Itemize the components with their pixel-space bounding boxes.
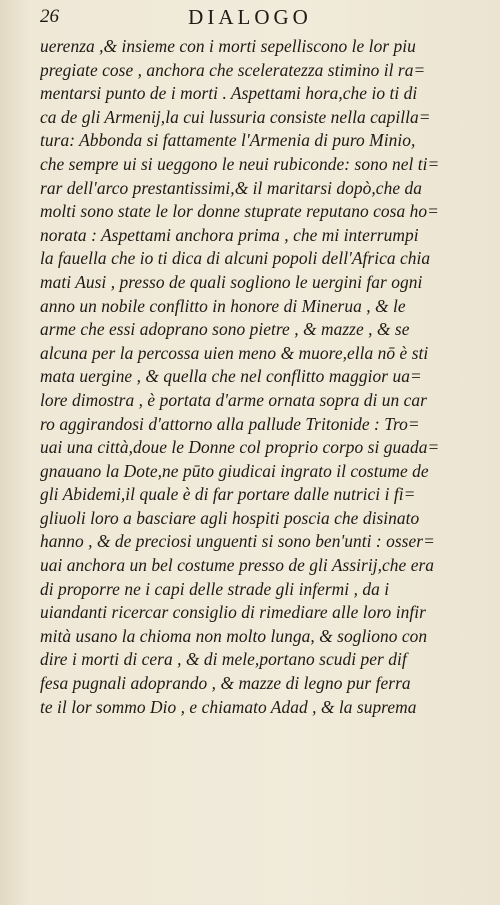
text-line: ro aggirandosi d'attorno alla pallude Tritonide : Tro= [40,413,420,434]
text-line: lore dimostra , è portata d'arme ornata sopra di un car [40,389,427,410]
text-line: gnauano la Dote,ne pūto giudicai ingrato il costume de [40,460,429,481]
text-line: ca de gli Armenij,la cui lussuria consiste nella capilla= [40,106,431,127]
text-line: che sempre ui si ueggono le neui rubiconde: sono nel ti= [40,153,440,174]
text-line: pregiate cose , anchora che sceleratezza stimino il ra= [40,59,426,80]
text-line: hanno , & de preciosi unguenti si sono ben'unti : osser= [40,531,435,552]
text-line: uerenza ,& insieme con i morti sepelliscono le lor piu [40,36,416,56]
text-line: dire i morti di cera , & di mele,portano scudi per dif [40,649,407,670]
text-line: la fauella che io ti dica di alcuni popoli dell'Africa chia [40,248,431,269]
text-line: fesa pugnali adoprando , & mazze di legno pur ferra [40,673,411,694]
text-line: molti sono state le lor donne stuprate reputano cosa ho= [40,201,439,222]
text-line: mata uergine , & quella che nel conflitto maggior ua= [40,366,422,387]
page-header [0,4,500,30]
text-line: gli Abidemi,il quale è di far portare dalle nutrici i fi= [40,484,416,505]
text-line: di proporre ne i capi delle strade gli infermi , da i [40,578,390,599]
text-line: rar dell'arco prestantissimi,& il maritarsi dopò,che da [40,177,422,198]
text-line: uai una città,doue le Donne col proprio corpo si guada= [40,437,440,458]
text-line: norata : Aspettami anchora prima , che mi interrumpi [40,224,419,245]
text-line: mentarsi punto de i morti . Aspettami hora,che io ti di [40,83,418,104]
text-line: arme che essi adoprano sono pietre , & mazze , & se [40,319,410,340]
text-line: tura: Abbonda si fattamente l'Armenia di puro Minio, [40,130,416,151]
text-line: uai anchora un bel costume presso de gli Assirij,che era [40,555,435,576]
text-line: anno un nobile conflitto in honore di Minerua , & le [40,295,406,316]
text-line: mità usano la chioma non molto lunga, & sogliono con [40,625,428,646]
text-line: mati Ausi , presso de quali sogliono le uergini far ogni [40,271,423,292]
body-text [40,35,485,719]
page-number: 26 [40,6,59,27]
running-title: DIALOGO [188,5,312,29]
text-line: uiandanti ricercar consiglio di rimediare alle loro infir [40,602,426,623]
text-line: gliuoli loro a basciare agli hospiti poscia che disinato [40,507,420,528]
text-line: te il lor sommo Dio , e chiamato Adad , & la suprema [40,696,417,717]
text-line: alcuna per la percossa uien meno & muore,ella nō è sti [40,342,429,363]
